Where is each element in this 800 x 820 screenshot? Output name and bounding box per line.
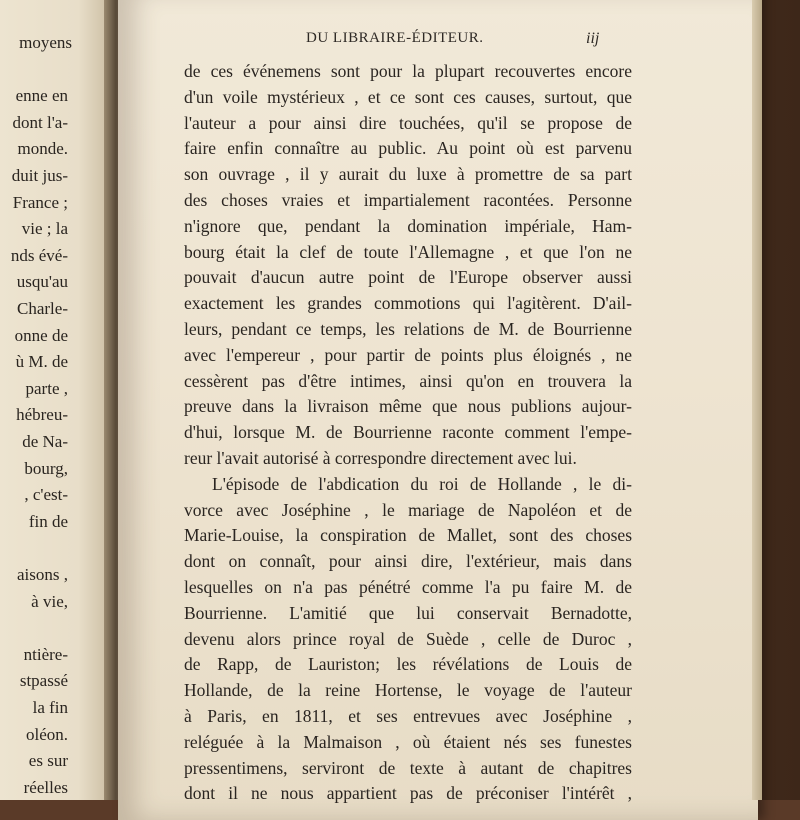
text-line: faire enfin connaître au public. Au point où est parvenu bbox=[184, 138, 632, 159]
text-line: devenu alors prince royal de Suède , celle de Duroc , bbox=[184, 628, 632, 649]
text-line: son ouvrage , il y aurait du luxe à promettre de sa part bbox=[184, 164, 632, 185]
text-line: lesquelles on n'a pas pénétré comme l'a pu faire M. de bbox=[184, 577, 632, 597]
text-line: exactement les grandes commotions qui l'agitèrent. D'ail- bbox=[184, 293, 632, 314]
text-line: reléguée à la Malmaison , où étaient nés ses funestes bbox=[184, 731, 632, 752]
text-line: de Rapp, de Lauriston; les révélations de Louis de bbox=[184, 654, 632, 675]
text-line: de ces événemens sont pour la plupart recouvertes encore bbox=[184, 61, 632, 81]
text-line: bourg était la clef de toute l'Allemagne , et que l'on ne bbox=[184, 241, 632, 262]
text-line: pouvait d'aucun autre point de l'Europe observer aussi bbox=[184, 267, 632, 288]
page-number: iij bbox=[586, 30, 600, 47]
text-line: dont on connaît, pour ainsi dire, l'extérieur, mais dans bbox=[184, 551, 632, 572]
left-page-line: Charle- bbox=[17, 299, 68, 318]
left-page-line: réelles bbox=[23, 777, 68, 797]
left-page-line: nds évé- bbox=[10, 245, 68, 265]
running-head: DU LIBRAIRE-ÉDITEUR. bbox=[306, 30, 484, 46]
text-line: reur l'avait autorisé à correspondre directement avec lui. bbox=[184, 448, 577, 468]
left-page-line: onne de bbox=[14, 325, 68, 345]
left-page-line: ntière- bbox=[23, 644, 68, 664]
left-page-line: monde. bbox=[17, 139, 68, 159]
text-line: preuve dans la livraison même que nous publions aujour- bbox=[184, 396, 632, 417]
text-line: à Paris, en 1811, et ses entrevues avec Joséphine , bbox=[184, 706, 632, 726]
text-line: des choses vraies et impartialement racontées. Personne bbox=[184, 190, 632, 210]
text-line: pressentimens, serviront de texte à autant de chapitres bbox=[184, 757, 632, 778]
left-page-line: es sur bbox=[28, 751, 68, 771]
left-page-line: bourg, bbox=[24, 458, 68, 478]
text-line: avec l'empereur , pour partir de points plus éloignés , ne bbox=[184, 344, 632, 365]
left-page-line: fin de bbox=[28, 511, 68, 531]
page-edge bbox=[752, 0, 762, 800]
left-page-line: vie ; la bbox=[21, 219, 68, 239]
text-line: L'épisode de l'abdication du roi de Hollande , le di- bbox=[212, 473, 632, 494]
text-line: vorce avec Joséphine , le mariage de Napoléon et de bbox=[184, 499, 632, 520]
left-page-line: duit jus- bbox=[11, 166, 68, 185]
text-line: n'ignore que, pendant la domination impériale, Ham- bbox=[184, 215, 632, 236]
left-page bbox=[0, 0, 112, 800]
text-line: Marie-Louise, la conspiration de Mallet, sont des choses bbox=[184, 525, 632, 546]
text-line: leurs, pendant ce temps, les relations de M. de Bourrienne bbox=[184, 319, 632, 339]
left-page-line: parte , bbox=[25, 378, 68, 398]
text-line: d'hui, lorsque M. de Bourrienne raconte comment l'empe- bbox=[184, 422, 632, 443]
text-line: dont il ne nous appartient pas de préconiser l'intérêt , bbox=[184, 783, 632, 804]
left-page-line: , c'est- bbox=[24, 485, 68, 505]
left-page-line: à vie, bbox=[31, 591, 68, 611]
left-page-line: dont l'a- bbox=[12, 112, 68, 132]
left-page-line: hébreu- bbox=[16, 405, 68, 425]
left-page-line: France ; bbox=[12, 192, 68, 212]
left-page-line: de Na- bbox=[22, 432, 68, 451]
text-line: Bourrienne. L'amitié que lui conservait Bernadotte, bbox=[184, 602, 632, 623]
text-line: l'auteur a pour ainsi dire touchées, qu'il se propose de bbox=[184, 112, 632, 133]
left-page-line: la fin bbox=[32, 698, 68, 717]
left-page-line: moyens bbox=[19, 33, 72, 52]
left-page-line: aisons , bbox=[17, 565, 68, 584]
left-page-line: ù M. de bbox=[15, 352, 68, 372]
left-page-line: oléon. bbox=[25, 724, 68, 744]
text-line: d'un voile mystérieux , et ce sont ces causes, surtout, que bbox=[184, 86, 632, 107]
left-page-line: usqu'au bbox=[16, 272, 68, 292]
left-page-line: stpassé bbox=[19, 671, 68, 691]
left-page-line: enne en bbox=[15, 86, 68, 106]
text-line: cessèrent pas d'être intimes, ainsi qu'on en trouvera la bbox=[184, 370, 632, 391]
text-line: Hollande, de la reine Hortense, le voyage de l'auteur bbox=[184, 680, 632, 701]
